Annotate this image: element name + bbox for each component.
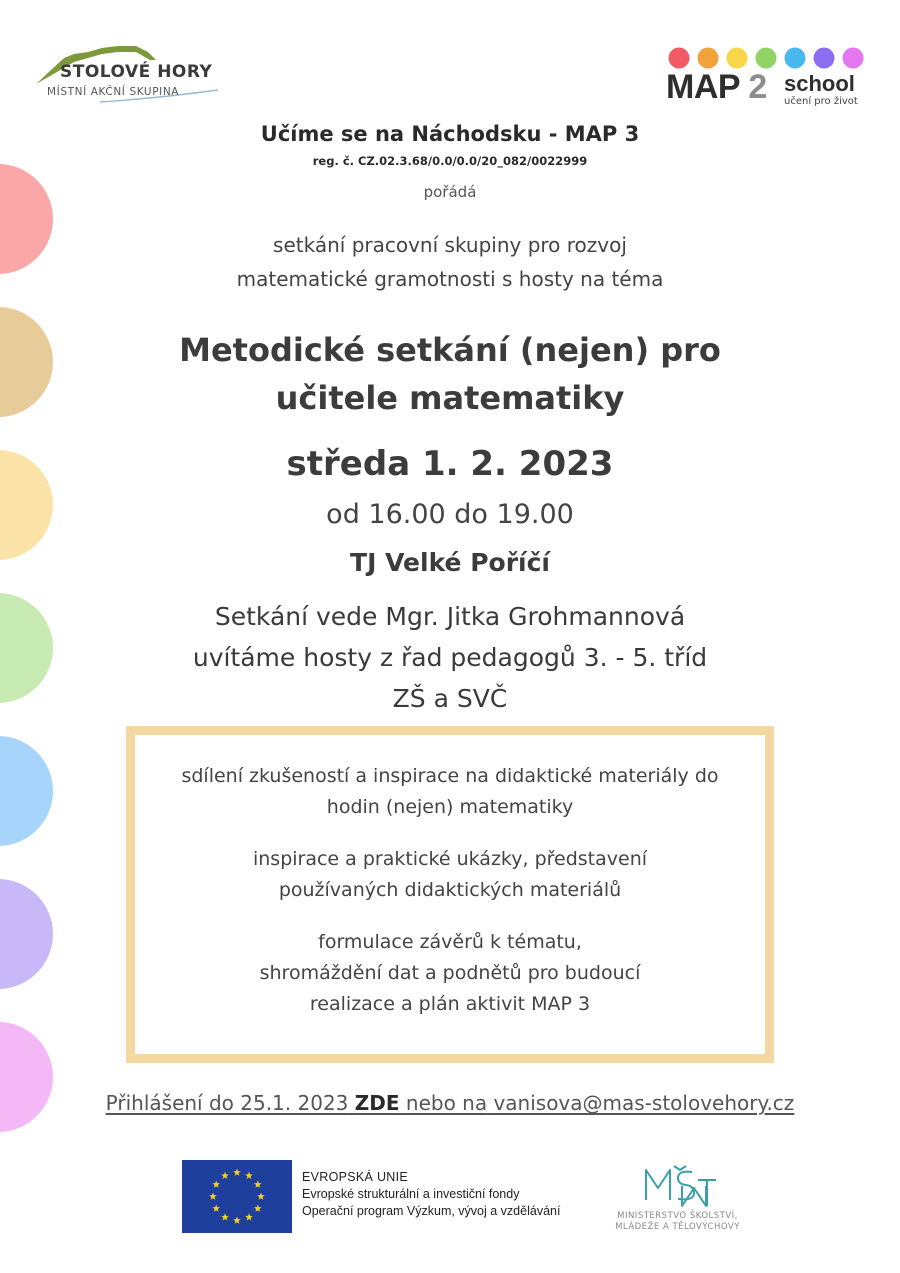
side-circle-blue <box>0 736 53 846</box>
msmt-logo <box>600 1160 755 1240</box>
registration-deadline-link[interactable]: Přihlášení do 25.1. 2023 <box>105 1091 349 1115</box>
side-circle-purple <box>0 879 53 989</box>
event-time: od 16.00 do 19.00 <box>326 499 574 530</box>
eu-star <box>257 1193 265 1200</box>
eu-star <box>254 1181 262 1188</box>
event-date: středa 1. 2. 2023 <box>286 444 614 484</box>
program-item-line: používaných didaktických materiálů <box>278 879 622 901</box>
school-wordmark: school <box>784 71 855 96</box>
stolove-hory-title: STOLOVÉ HORY <box>60 62 213 82</box>
color-dot <box>727 48 748 69</box>
program-item-line: shromáždění dat a podnětů pro budoucí <box>259 962 641 984</box>
project-title: Učíme se na Náchodsku - MAP 3 <box>260 122 640 146</box>
eu-star <box>212 1205 220 1212</box>
eu-title: EVROPSKÁ UNIE <box>302 1170 409 1184</box>
stolove-hory-logo <box>30 40 230 104</box>
registration-number: reg. č. CZ.02.3.68/0.0/0.0/20_082/0022999 <box>312 154 588 168</box>
registration-info <box>0 1091 900 1115</box>
host-line-2: uvítáme hosty z řad pedagogů 3. - 5. tříd <box>192 643 708 672</box>
color-dot <box>756 48 777 69</box>
msmt-emblem-icon <box>600 1160 755 1210</box>
color-dot <box>843 48 864 69</box>
program-item-line: hodin (nejen) matematiky <box>326 796 574 818</box>
intro-line-2: matematické gramotnosti s hosty na téma <box>236 267 664 291</box>
host-line-1: Setkání vede Mgr. Jitka Grohmannová <box>214 602 686 631</box>
program-item <box>135 761 765 823</box>
eu-flag <box>182 1160 292 1233</box>
msmt-caption-line-2: MLÁDEŽE A TĚLOVÝCHOVY <box>615 1222 740 1232</box>
event-host-info <box>0 596 900 719</box>
event-place: TJ Velké Poříčí <box>350 548 550 577</box>
msmt-caption <box>600 1211 755 1233</box>
color-dot <box>785 48 806 69</box>
registration-here-link[interactable]: ZDE <box>354 1091 400 1115</box>
color-dot <box>698 48 719 69</box>
event-title <box>0 326 900 422</box>
map-text: MAP <box>666 68 740 106</box>
host-line-3: ZŠ a SVČ <box>392 684 508 713</box>
map2school-motto: učení pro život <box>784 96 858 107</box>
eu-text-block <box>302 1169 560 1220</box>
program-item <box>135 844 765 906</box>
event-title-line-2: učitele matematiky <box>275 379 625 417</box>
map2school-logo <box>666 44 866 114</box>
stolove-hory-subtitle: MÍSTNÍ AKČNÍ SKUPINA <box>47 86 180 98</box>
program-item-line: realizace a plán aktivit MAP 3 <box>309 993 591 1015</box>
msmt-caption-line-1: MINISTERSTVO ŠKOLSTVÍ, <box>617 1211 738 1221</box>
eu-star <box>254 1205 262 1212</box>
eu-star <box>233 1169 241 1176</box>
organizes-text: pořádá <box>423 183 477 201</box>
eu-star <box>212 1181 220 1188</box>
eu-star <box>221 1213 229 1220</box>
program-item <box>135 927 765 1020</box>
program-item-line: sdílení zkušeností a inspirace na didaktické materiály do <box>181 765 719 787</box>
colored-dots-icon <box>668 47 866 69</box>
event-title-line-1: Metodické setkání (nejen) pro <box>179 331 721 369</box>
intro-line-1: setkání pracovní skupiny pro rozvoj <box>273 233 627 257</box>
eu-funds-line: Evropské strukturální a investiční fondy <box>302 1187 520 1201</box>
side-circle-magenta <box>0 1022 53 1132</box>
map2-wordmark <box>666 68 767 107</box>
eu-stars-icon <box>182 1160 292 1233</box>
color-dot <box>669 48 690 69</box>
program-box <box>126 726 774 1063</box>
eu-star <box>221 1172 229 1179</box>
intro-text <box>0 228 900 296</box>
registration-middle-text: nebo na <box>405 1091 488 1115</box>
eu-star <box>245 1213 253 1220</box>
map-number: 2 <box>748 68 767 106</box>
color-dot <box>814 48 835 69</box>
eu-star <box>233 1217 241 1224</box>
eu-program-line: Operační program Výzkum, vývoj a vzdělávání <box>302 1204 561 1218</box>
program-item-line: formulace závěrů k tématu, <box>318 931 582 953</box>
registration-email-link[interactable]: vanisova@mas-stolovehory.cz <box>493 1091 795 1115</box>
eu-star <box>245 1172 253 1179</box>
eu-star <box>209 1193 217 1200</box>
program-item-line: inspirace a praktické ukázky, představení <box>252 848 648 870</box>
